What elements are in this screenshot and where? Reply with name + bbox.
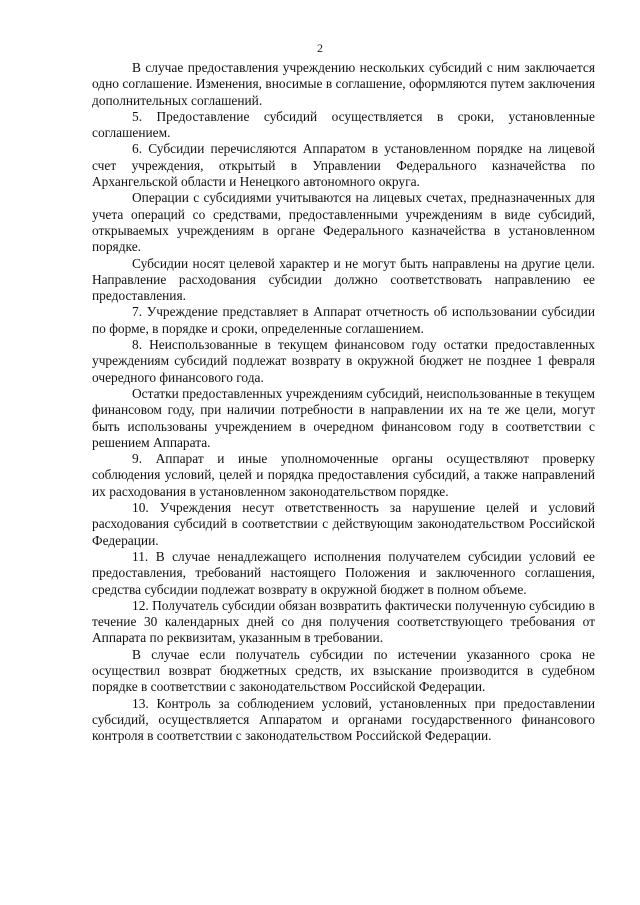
paragraph: 5. Предоставление субсидий осуществляется в сроки, установленные соглашением. bbox=[92, 108, 595, 141]
paragraph: В случае предоставления учреждению нескольких субсидий с ним заключается одно соглашение. Изменения, вносимые в соглашение, оформляются путем заключения дополнительных соглашений. bbox=[92, 60, 595, 108]
document-body bbox=[92, 60, 595, 744]
paragraph: 11. В случае ненадлежащего исполнения получателем субсидии условий ее предоставления, требований настоящего Положения и заключенного соглашения, средства субсидии подлежат возврату в окружной бюджет в полном объеме. bbox=[92, 548, 595, 597]
paragraph: 7. Учреждение представляет в Аппарат отчетность об использовании субсидии по форме, в порядке и сроки, определенные соглашением. bbox=[92, 304, 595, 336]
paragraph: Субсидии носят целевой характер и не могут быть направлены на другие цели. Направление расходования субсидии должно соответствовать направлению ее предоставления. bbox=[92, 255, 595, 304]
paragraph: 13. Контроль за соблюдением условий, установленных при предоставлении субсидий, осуществляется Аппаратом и органами государственного финансового контроля в соответствии с законодательством Российской Федерации. bbox=[92, 695, 595, 744]
paragraph: В случае если получатель субсидии по истечении указанного срока не осуществил возврат бюджетных средств, их взыскание производится в судебном порядке в соответствии с законодательством Российской Федерации. bbox=[92, 646, 595, 695]
page-number: 2 bbox=[317, 41, 323, 55]
paragraph: 8. Неиспользованные в текущем финансовом году остатки предоставленных учреждениям субсидий подлежат возврату в окружной бюджет не позднее 1 февраля очередного финансового года. bbox=[92, 337, 595, 385]
paragraph: 9. Аппарат и иные уполномоченные органы осуществляют проверку соблюдения условий, целей и порядка предоставления субсидий, а также направлений их расходования в установленном законодательством порядке. bbox=[92, 451, 595, 499]
paragraph: Остатки предоставленных учреждениям субсидий, неиспользованные в текущем финансовом году, при наличии потребности в направлении их на те же цели, могут быть использованы учреждением в очередном финансовом году в соответствии с решением Аппарата. bbox=[92, 385, 595, 450]
paragraph: 6. Субсидии перечисляются Аппаратом в установленном порядке на лицевой счет учреждения, открытый в Управлении Федерального казначейства по Архангельской области и Ненецкого автономного округа. bbox=[92, 141, 595, 190]
paragraph: Операции с субсидиями учитываются на лицевых счетах, предназначенных для учета операций со средствами, предоставленными учреждениям в виде субсидий, открываемых учреждениям в органе Федерального казначейства в установленном порядке. bbox=[92, 190, 595, 255]
paragraph: 10. Учреждения несут ответственность за нарушение целей и условий расходования субсидий в соответствии с действующим законодательством Российской Федерации. bbox=[92, 500, 595, 548]
paragraph: 12. Получатель субсидии обязан возвратить фактически полученную субсидию в течение 30 календарных дней со дня получения соответствующего требования от Аппарата по реквизитам, указанным в требовании. bbox=[92, 597, 595, 646]
